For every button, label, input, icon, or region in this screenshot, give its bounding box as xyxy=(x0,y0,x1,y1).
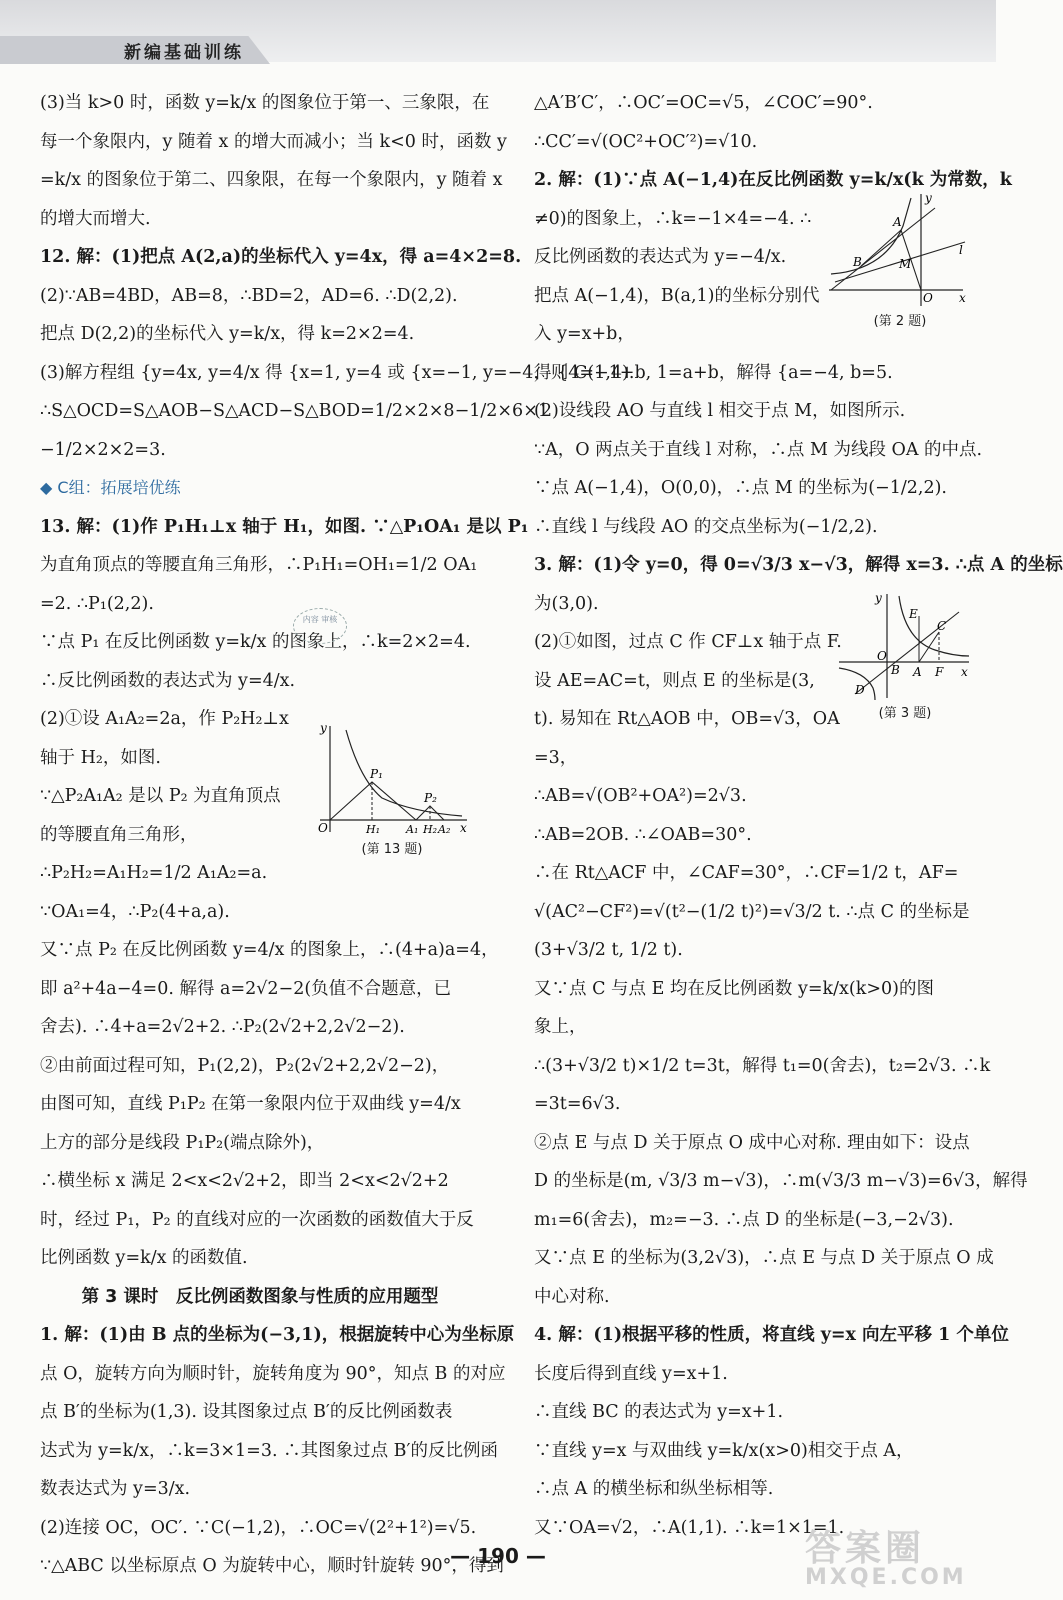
left-column-text-line: 由图可知，直线 P₁P₂ 在第一象限内位于双曲线 y=4/x xyxy=(40,1094,461,1114)
figure-3-diagram xyxy=(835,590,975,702)
left-column-text-line: 点 O，旋转方向为顺时针，旋转角度为 90°，知点 B 的对应 xyxy=(40,1363,506,1384)
right-column-text-line: ∵直线 y=x 与双曲线 y=k/x(x>0)相交于点 A， xyxy=(534,1440,914,1461)
left-column-text-line: (3)解方程组 {y=4x, y=4/x 得 {x=1, y=4 或 {x=−1, y=−4，则 C(1,4). xyxy=(40,362,635,383)
left-column-text-line: 把点 D(2,2)的坐标代入 y=k/x，得 k=2×2=4. xyxy=(40,324,415,344)
fig3-label-y: y xyxy=(875,591,882,605)
left-column-text-line: ②由前面过程可知，P₁(2,2)，P₂(2√2+2,2√2−2)， xyxy=(40,1055,450,1076)
left-column-text-line: 比例函数 y=k/x 的函数值. xyxy=(40,1248,248,1268)
left-column-text-line: (2)连接 OC，OC′. ∵C(−1,2)，∴OC=√(2²+1²)=√5. xyxy=(40,1517,477,1538)
left-column-text-line: 即 a²+4a−4=0. 解得 a=2√2−2(负值不合题意，已 xyxy=(40,978,452,999)
right-column-text-line: 4. 解：(1)根据平移的性质，将直线 y=x 向左平移 1 个单位 xyxy=(534,1325,1009,1345)
left-column-text-line: 第 3 课时 反比例函数图象与性质的应用题型 xyxy=(81,1286,439,1307)
figure-2-diagram xyxy=(825,190,975,310)
right-column-text-line: 又∵OA=√2，∴A(1,1). ∴k=1×1=1. xyxy=(534,1517,845,1538)
fig2-label-b: B xyxy=(853,255,862,269)
left-column-text-line: 每一个象限内，y 随着 x 的增大而减小；当 k<0 时，函数 y xyxy=(40,131,507,152)
right-column-text-line: ∴直线 BC 的表达式为 y=x+1. xyxy=(534,1402,784,1422)
fig2-label-x: x xyxy=(959,291,966,305)
right-column-text-line: ∴CC′=√(OC²+OC′²)=√10. xyxy=(534,131,758,152)
figure-13-diagram xyxy=(312,720,472,838)
header-title: 新编基础训练 xyxy=(124,43,244,63)
right-column-text-line: △A′B′C′，∴OC′=OC=√5，∠COC′=90°. xyxy=(534,93,873,113)
right-column-text-line: (2)①如图，过点 C 作 CF⊥x 轴于点 F. xyxy=(534,632,842,652)
right-column-text-line: ∴直线 l 与线段 AO 的交点坐标为(−1/2,2). xyxy=(534,516,878,537)
watermark-line-2: MXQE.COM xyxy=(805,1565,967,1590)
right-column-text-line: 中心对称. xyxy=(534,1286,610,1307)
left-column-text-line: ◆ C组：拓展培优练 xyxy=(40,478,181,497)
left-column-text-line: 达式为 y=k/x，∴k=3×1=3. ∴其图象过点 B′的反比例函 xyxy=(40,1440,498,1461)
left-column-text-line: 上方的部分是线段 P₁P₂(端点除外)， xyxy=(40,1132,325,1153)
fig3-label-a: A xyxy=(913,665,922,679)
page-number: — 190 — xyxy=(450,1544,546,1568)
fig3-label-x: x xyxy=(961,665,968,679)
right-column-text-line: ∴AB=√(OB²+OA²)=2√3. xyxy=(534,786,747,806)
right-column-text-line: ∴(3+√3/2 t)×1/2 t=3t，解得 t₁=0(舍去)，t₂=2√3. ∴k xyxy=(534,1055,991,1076)
right-column-text-line: ∵点 A(−1,4)，O(0,0)，∴点 M 的坐标为(−1/2,2). xyxy=(534,478,947,498)
fig13-label-a1: A₁ xyxy=(406,823,419,836)
left-column-text-line: (3)当 k>0 时，函数 y=k/x 的图象位于第一、三象限，在 xyxy=(40,93,490,113)
left-column-text-line: ∴横坐标 x 满足 2<x<2√2+2，即当 2<x<2√2+2 xyxy=(40,1171,449,1191)
left-column-text-line: (2)∵AB=4BD，AB=8，∴BD=2，AD=6. ∴D(2,2). xyxy=(40,285,458,306)
left-column-text-line: 点 B′的坐标为(1,3). 设其图象过点 B′的反比例函数表 xyxy=(40,1402,453,1422)
right-column-text-line: 2. 解：(1)∵点 A(−1,4)在反比例函数 y=k/x(k 为常数，k xyxy=(534,170,1012,190)
right-column-text-line: 入 y=x+b， xyxy=(534,324,635,344)
right-column-text-line: (2)设线段 AO 与直线 l 相交于点 M，如图所示. xyxy=(534,401,906,421)
right-column-text-line: 设 AE=AC=t，则点 E 的坐标是(3, xyxy=(534,670,815,691)
left-column-text-line: −1/2×2×2=3. xyxy=(40,439,166,460)
right-column-text-line: ∴在 Rt△ACF 中，∠CAF=30°，∴CF=1/2 t，AF= xyxy=(534,863,959,883)
left-column-text-line: 数表达式为 y=3/x. xyxy=(40,1479,191,1499)
right-column-text-line: 得 {4=−1+b, 1=a+b，解得 {a=−4, b=5. xyxy=(534,362,893,383)
figure-problem-3 xyxy=(835,590,975,721)
right-column-text-line: 象上， xyxy=(534,1017,587,1037)
right-column-text-line: 反比例函数的表达式为 y=−4/x. xyxy=(534,247,787,267)
fig13-label-o: O xyxy=(318,821,328,835)
left-column-text-line: 的等腰直角三角形， xyxy=(40,824,198,845)
fig3-label-b: B xyxy=(891,663,900,677)
right-column-text-line: ∴AB=2OB. ∴∠OAB=30°. xyxy=(534,824,752,845)
fig13-label-p1: P₁ xyxy=(370,767,383,781)
right-column-text-line: (3+√3/2 t, 1/2 t). xyxy=(534,940,683,960)
fig2-label-y: y xyxy=(925,191,932,205)
figure-problem-13 xyxy=(312,720,472,857)
left-column-text-line: 又∵点 P₂ 在反比例函数 y=4/x 的图象上，∴(4+a)a=4， xyxy=(40,940,499,960)
right-column-text-line: 3. 解：(1)令 y=0，得 0=√3/3 x−√3，解得 x=3. ∴点 A 的坐标 xyxy=(534,555,1063,575)
right-column-text-line: =3， xyxy=(534,747,578,768)
fig13-label-y: y xyxy=(320,721,327,735)
fig3-label-c: C xyxy=(937,619,947,633)
left-column-text-line: ∵OA₁=4，∴P₂(4+a,a). xyxy=(40,901,230,922)
right-column-text-line: 把点 A(−1,4)，B(a,1)的坐标分别代 xyxy=(534,285,820,306)
left-column-text-line: 为直角顶点的等腰直角三角形，∴P₁H₁=OH₁=1/2 OA₁ xyxy=(40,555,478,575)
left-column-text-line: 12. 解：(1)把点 A(2,a)的坐标代入 y=4x，得 a=4×2=8. xyxy=(40,247,522,267)
watermark-logo xyxy=(805,1520,985,1590)
figure-2-caption: (第 2 题) xyxy=(873,314,927,329)
fig3-label-f: F xyxy=(935,665,944,679)
left-column-text-line: 13. 解：(1)作 P₁H₁⊥x 轴于 H₁，如图. ∵△P₁OA₁ 是以 P₁ xyxy=(40,516,529,537)
right-column-text-line: ∵A，O 两点关于直线 l 对称，∴点 M 为线段 OA 的中点. xyxy=(534,439,983,460)
fig13-label-h1: H₁ xyxy=(366,823,381,836)
fig3-label-d: D xyxy=(855,683,865,697)
right-column-text-line: t). 易知在 Rt△AOB 中，OB=√3，OA xyxy=(534,709,840,729)
right-column-text-line: ≠0)的图象上，∴k=−1×4=−4. ∴ xyxy=(534,208,812,229)
left-column-text-line: 舍去). ∴4+a=2√2+2. ∴P₂(2√2+2,2√2−2). xyxy=(40,1017,405,1037)
fig13-label-a2: A₂ xyxy=(438,823,451,836)
page-header xyxy=(0,0,996,62)
fig3-label-e: E xyxy=(909,607,918,621)
fig3-label-o: O xyxy=(877,649,887,663)
right-column-text-line: =3t=6√3. xyxy=(534,1094,621,1114)
fig2-label-m: M xyxy=(899,257,912,271)
right-column-text-line: 长度后得到直线 y=x+1. xyxy=(534,1363,728,1384)
fig2-label-a: A xyxy=(893,215,902,229)
right-column-text-line: m₁=6(舍去)，m₂=−3. ∴点 D 的坐标是(−3,−2√3). xyxy=(534,1209,954,1230)
fig2-label-l: l xyxy=(959,243,963,257)
left-column-text-line: ∵△P₂A₁A₂ 是以 P₂ 为直角顶点 xyxy=(40,786,281,806)
figure-problem-2 xyxy=(825,190,975,329)
figure-13-caption: (第 13 题) xyxy=(361,842,423,857)
review-stamp: 内容 审核 xyxy=(293,608,347,644)
left-column-text-line: ∴反比例函数的表达式为 y=4/x. xyxy=(40,670,296,691)
right-column-text-line: 为(3,0). xyxy=(534,593,599,614)
right-column-text-line: ∴点 A 的横坐标和纵坐标相等. xyxy=(534,1479,774,1499)
left-column-text-line: 的增大而增大. xyxy=(40,208,151,229)
left-column-text-line: =2. ∴P₁(2,2). xyxy=(40,593,154,614)
right-column-text-line: √(AC²−CF²)=√(t²−(1/2 t)²)=√3/2 t. ∴点 C 的坐标是 xyxy=(534,901,970,922)
right-column-text-line: 又∵点 C 与点 E 均在反比例函数 y=k/x(k>0)的图 xyxy=(534,978,934,999)
right-column-text-line: D 的坐标是(m, √3/3 m−√3)，∴m(√3/3 m−√3)=6√3，解得 xyxy=(534,1171,1028,1191)
left-column-text-line: ∵△ABC 以坐标原点 O 为旋转中心，顺时针旋转 90°，得到 xyxy=(40,1556,504,1576)
right-column-text-line: 又∵点 E 的坐标为(3,2√3)，∴点 E 与点 D 关于原点 O 成 xyxy=(534,1248,994,1268)
fig2-label-o: O xyxy=(923,291,933,305)
watermark-line-1: 答案圈 xyxy=(805,1528,926,1569)
fig13-label-p2: P₂ xyxy=(424,791,437,805)
left-column-text-line: =k/x 的图象位于第二、四象限，在每一个象限内，y 随着 x xyxy=(40,170,503,190)
left-column-text-line: 轴于 H₂，如图. xyxy=(40,747,161,768)
left-column-text-line: ∴S△OCD=S△AOB−S△ACD−S△BOD=1/2×2×8−1/2×6×1 xyxy=(40,401,549,421)
left-column-text-line: ∴P₂H₂=A₁H₂=1/2 A₁A₂=a. xyxy=(40,863,268,883)
left-column-text-line: 1. 解：(1)由 B 点的坐标为(−3,1)，根据旋转中心为坐标原 xyxy=(40,1325,515,1345)
fig13-label-h2: H₂ xyxy=(423,823,438,836)
left-column-text-line: 时，经过 P₁，P₂ 的直线对应的一次函数的函数值大于反 xyxy=(40,1209,474,1230)
left-column-text-line: (2)①设 A₁A₂=2a，作 P₂H₂⊥x xyxy=(40,709,289,729)
right-column-text-line: ②点 E 与点 D 关于原点 O 成中心对称. 理由如下：设点 xyxy=(534,1132,970,1153)
fig13-label-x: x xyxy=(460,821,467,835)
left-column-text-line: ∵点 P₁ 在反比例函数 y=k/x 的图象上，∴k=2×2=4. xyxy=(40,632,471,652)
figure-3-caption: (第 3 题) xyxy=(878,706,932,721)
